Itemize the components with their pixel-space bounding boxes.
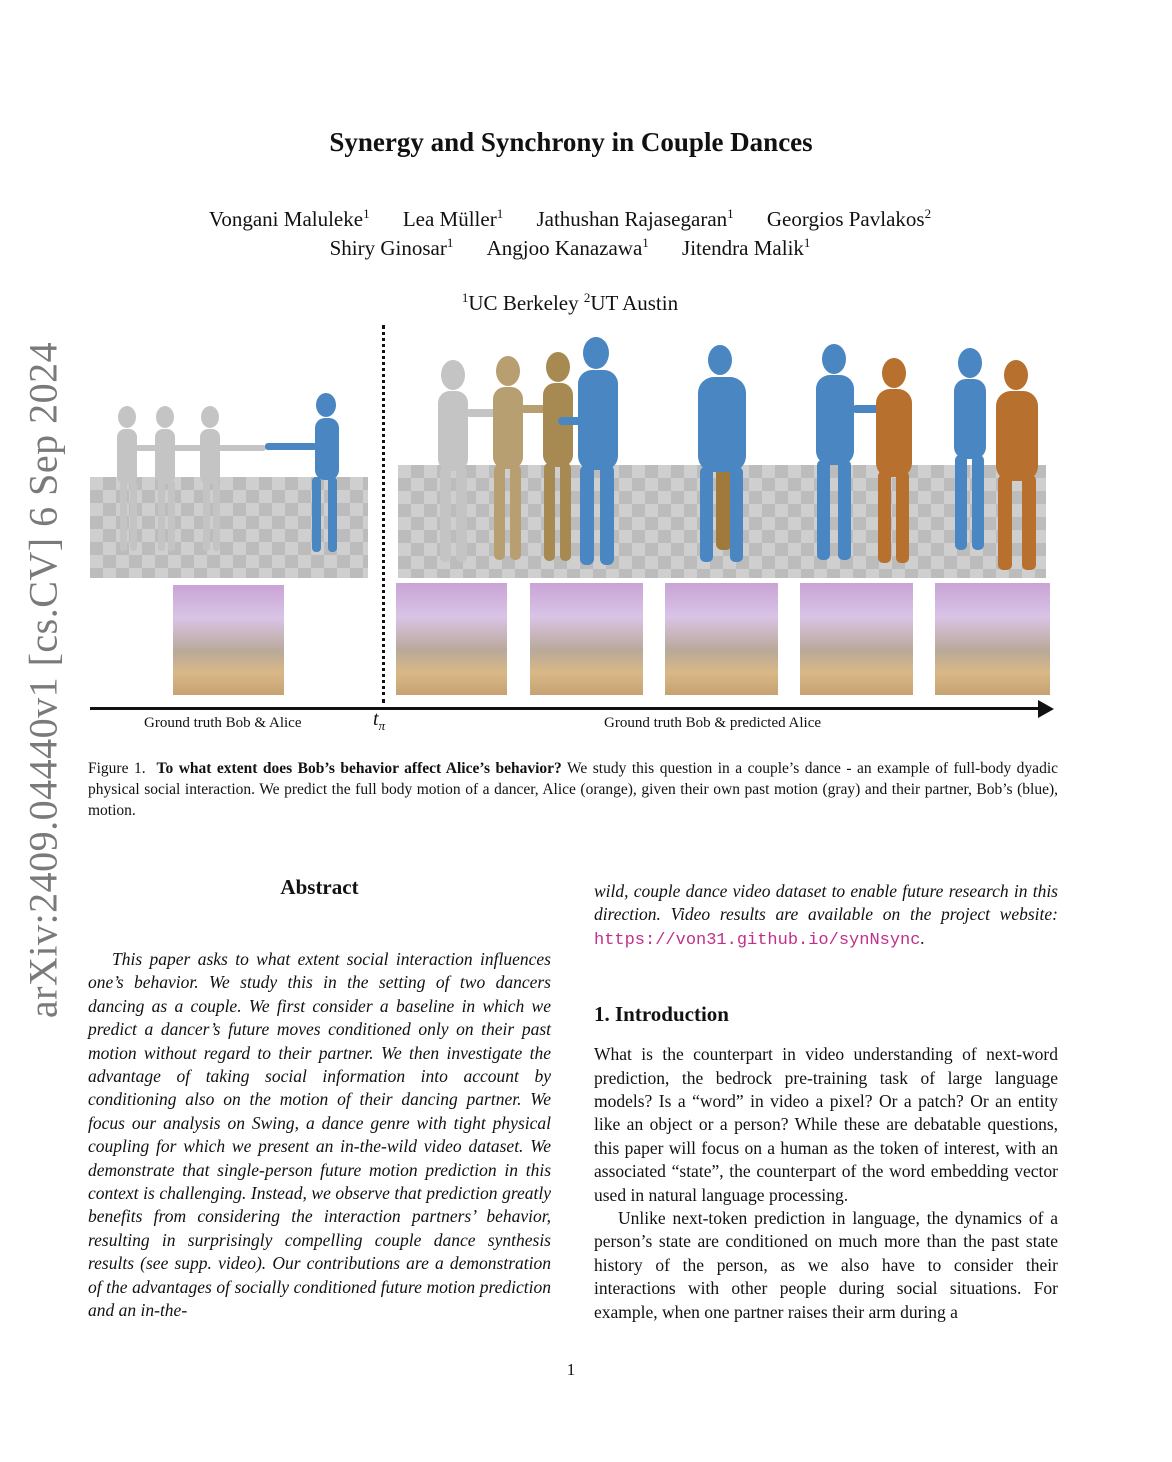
right-column [594, 880, 1058, 1324]
video-frame [800, 583, 913, 695]
arxiv-sidebar [18, 341, 68, 1019]
author-row-1 [0, 206, 1140, 232]
video-frame [935, 583, 1050, 695]
section-heading-introduction: 1. Introduction [594, 1002, 729, 1027]
timeline-axis [90, 707, 1038, 710]
video-frame [173, 585, 284, 695]
render-panel-predicted [398, 335, 1046, 578]
intro-paragraph-2: Unlike next-token prediction in language, the dynamics of a person’s state are conditioned on much more than the past state history of the person, as we also have to consider their interactions with other people during social situations. For example, when one partner raises their arm during a [594, 1208, 1058, 1322]
video-frame [665, 583, 778, 695]
predicted-motion-figures [398, 335, 1046, 578]
author: Vongani Maluleke$^1$ [208, 206, 370, 231]
arxiv-id: arXiv:2409.04440v1 [cs.CV] 6 Sep 2024 [20, 341, 66, 1019]
t-pi-divider [382, 325, 385, 703]
author: Angjoo Kanazawa$^1$ [486, 235, 649, 260]
timeline-arrowhead [1038, 700, 1054, 718]
figure-caption: Figure 1. To what extent does Bob’s behavior affect Alice’s behavior? We study this question in a couple’s dance - an example of full-body dyadic physical social interaction. We predict the full body motion of a dancer, Alice (orange), given their own past motion (gray) and their partner, Bob’s (blue), motion. [88, 760, 1058, 819]
label-ground-truth: Ground truth Bob & Alice [144, 715, 302, 731]
author: Lea Müller$^1$ [402, 206, 504, 231]
paper-title: Synergy and Synchrony in Couple Dances [329, 127, 813, 157]
left-column [88, 875, 551, 1323]
project-website-link[interactable]: https://von31.github.io/synNsync [594, 930, 921, 950]
author: Shiry Ginosar$^1$ [329, 235, 454, 260]
abstract-body: This paper asks to what extent social interaction influences one’s behavior. We study this in the setting of two dancers dancing as a couple. We first consider a baseline in which we predict a dancer’s future moves conditioned only on their past motion without regard to their partner. We then investigate the advantage of taking social information into account by conditioning also on the motion of their dancing partner. We focus our analysis on Swing, a dance genre with tight physical coupling for which we present an in-the-wild video dataset. We demonstrate that single-person future motion prediction in this context is challenging. Instead, we observe that prediction greatly benefits from considering the interaction partners’ behavior, resulting in surprisingly compelling couple dance synthesis results (see supp. video). Our contributions are a demonstration of the advantages of socially conditioned future motion prediction and an in-the- [88, 949, 551, 1321]
abstract-continuation: wild, couple dance video dataset to enable future research in this direction. Video results are available on the project website: https://von31.github.io/synNsync. [594, 881, 1058, 950]
t-pi-label: $t_\pi$ [373, 708, 386, 733]
render-panel-past [90, 385, 368, 578]
author: Jitendra Malik$^1$ [682, 235, 811, 260]
author-row-2 [0, 235, 1140, 261]
video-frame [530, 583, 643, 695]
author: Georgios Pavlakos$^2$ [766, 206, 932, 231]
label-predicted: Ground truth Bob & predicted Alice [604, 715, 822, 731]
page-number: 1 [566, 1360, 576, 1379]
author: Jathushan Rajasegaran$^1$ [536, 206, 734, 231]
affiliations: $^1$UC Berkeley $^2$UT Austin [461, 290, 679, 315]
figure-1 [90, 325, 1065, 745]
past-motion-figures [90, 385, 368, 578]
video-frame [396, 583, 507, 695]
intro-paragraph-1: What is the counterpart in video understanding of next-word prediction, the bedrock pre-training task of large language models? Is a “word” in video a pixel? Or a patch? Or an entity like an object or a person? While these are debatable questions, this paper will focus on a human as the token of interest, with an associated “state”, the counterpart of the word embedding vector used in natural language processing. [594, 1044, 1058, 1205]
abstract-heading: Abstract [280, 875, 359, 899]
